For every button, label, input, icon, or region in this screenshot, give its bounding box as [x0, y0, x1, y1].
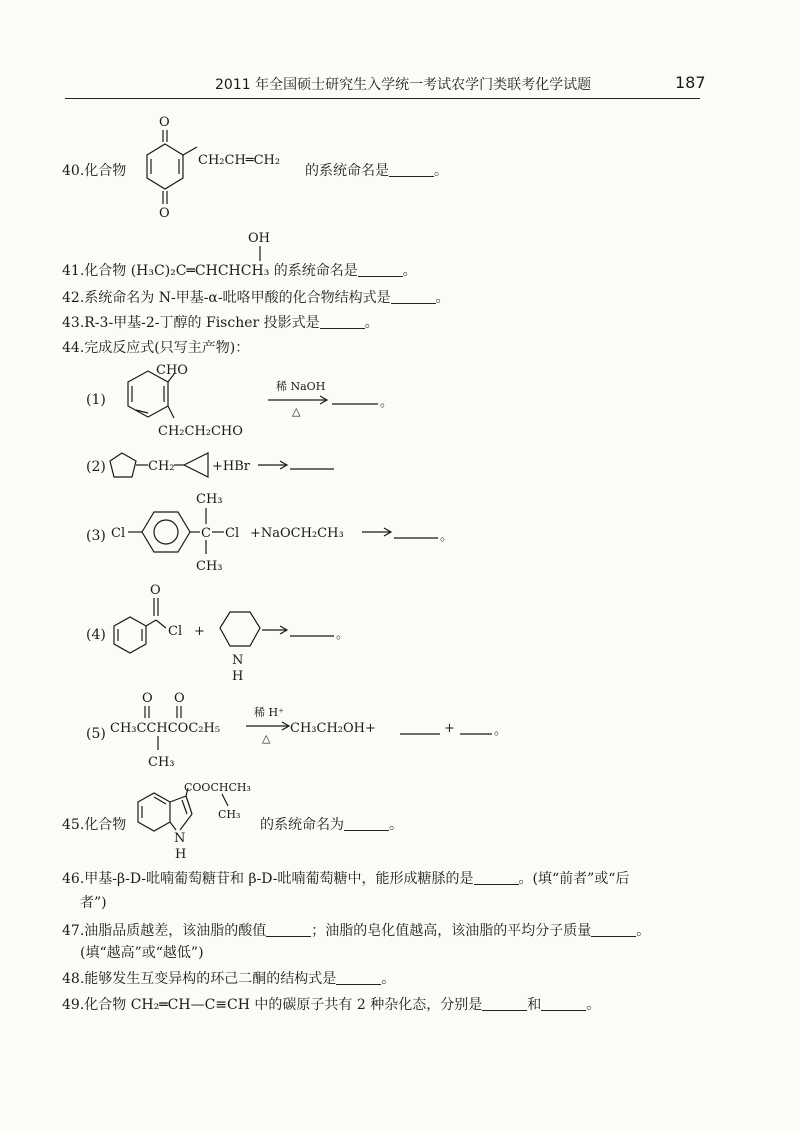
q44-r5-o1: O	[142, 691, 153, 706]
q44-r2-num: (2)	[86, 459, 106, 475]
q44-r3-num: (3)	[86, 528, 106, 544]
q44-r4-end: 。	[336, 627, 350, 642]
q44-r2-reaction	[108, 445, 358, 485]
question-47	[62, 924, 650, 938]
q44-r4-num: (4)	[86, 627, 106, 643]
q45-text-b: 的系统命名为	[260, 817, 344, 833]
q48-answer-blank[interactable]	[336, 972, 381, 985]
q41-oh: OH	[248, 231, 270, 246]
q44-r2-reagent: +HBr	[212, 459, 250, 474]
q45-text-a: 化合物	[84, 817, 127, 833]
q45-h: H	[175, 847, 187, 862]
q43-text: R-3-甲基-2-丁醇的 Fischer 投影式是	[84, 315, 320, 331]
q44-text: 完成反应式(只写主产物)：	[84, 340, 250, 356]
q46-answer-blank[interactable]	[474, 872, 519, 885]
q48-label: 48.	[62, 971, 85, 987]
q40-quinone-structure	[135, 112, 305, 222]
q45-end: 。	[389, 817, 403, 833]
q42-answer-blank[interactable]	[391, 291, 436, 304]
q41-end: 。	[402, 263, 417, 279]
q44-r5-o2: O	[174, 691, 185, 706]
q40-end: 。	[434, 163, 448, 179]
header-rule	[65, 98, 700, 99]
q44-label: 44.	[62, 340, 85, 356]
q44-r3-ch3-bottom: CH₃	[196, 559, 223, 574]
q44-r3-reagent: +NaOCH₂CH₃	[250, 526, 344, 541]
q40-suffix	[305, 164, 448, 178]
q43-label: 43.	[62, 315, 85, 331]
question-45	[62, 818, 126, 832]
q44-r1-end: 。	[380, 395, 394, 410]
q47-label: 47.	[62, 923, 85, 939]
q41-oh-group	[240, 228, 280, 266]
q40-sidechain: CH₂CH═CH₂	[198, 153, 281, 168]
q40-atom-o-bottom: O	[159, 206, 170, 221]
q49-blank-2[interactable]	[541, 998, 586, 1011]
q44-r3-reaction	[108, 488, 468, 578]
q44-r3-c: C	[201, 526, 211, 541]
q41-text-a: 化合物	[84, 263, 127, 279]
q44-r4-cl: Cl	[168, 624, 183, 639]
q44-r1-reaction	[108, 358, 508, 444]
question-44	[62, 341, 249, 355]
q47-end: 。	[636, 923, 651, 939]
q48-text: 能够发生互变异构的环己二酮的结构式是	[84, 971, 337, 987]
q44-r5-ch3: CH₃	[148, 755, 175, 770]
q44-r4-o: O	[150, 583, 161, 598]
q44-r1-num: (1)	[86, 392, 106, 408]
q46-line2: 者”)	[80, 895, 107, 911]
q42-label: 42.	[62, 290, 85, 306]
q45-label: 45.	[62, 817, 85, 833]
q44-r3-cl-left: Cl	[111, 526, 126, 541]
q44-r4-nh: N	[232, 653, 244, 668]
q49-end: 。	[586, 997, 601, 1013]
q44-r1-reagent: 稀 NaOH	[276, 380, 326, 393]
q46-line1: 甲基-β-D-吡喃葡萄糖苷和 β-D-吡喃葡萄糖中，能形成糖脎的是	[84, 871, 474, 887]
question-49	[62, 998, 600, 1012]
q44-r5-formula: CH₃CCHCOC₂H₅	[110, 721, 221, 736]
q44-r5-cond: △	[262, 732, 271, 745]
q44-r4-plus: +	[194, 624, 205, 639]
running-header: 2011 年全国硕士研究生入学统一考试农学门类联考化学试题	[215, 77, 592, 93]
q46-tail: 。(填“前者”或“后	[518, 871, 630, 887]
question-48	[62, 972, 395, 986]
q41-answer-blank[interactable]	[358, 264, 403, 277]
q44-r1-cho: CHO	[156, 363, 188, 378]
q42-text: 系统命名为 N-甲基-α-吡咯甲酸的化合物结构式是	[84, 290, 391, 306]
q45-nh: N	[174, 831, 186, 846]
question-41	[62, 264, 417, 278]
q46-label: 46.	[62, 871, 85, 887]
q47-line1b: ；油脂的皂化值越高，该油脂的平均分子质量	[311, 923, 592, 939]
q44-r4-reaction	[108, 580, 388, 686]
q42-end: 。	[435, 290, 450, 306]
q41-text-b: 的系统命名是	[273, 263, 358, 279]
q45-ester: COOCHCH₃	[184, 781, 251, 794]
question-42	[62, 291, 450, 305]
page-number: 187	[675, 73, 706, 92]
q44-r1-side: CH₂CH₂CHO	[158, 424, 243, 439]
q43-end: 。	[364, 315, 379, 331]
q45-answer-blank[interactable]	[344, 818, 389, 831]
q44-r1-cond: △	[292, 405, 301, 418]
q41-label: 41.	[62, 263, 85, 279]
q45-ch3: CH₃	[218, 808, 241, 821]
q45-suffix	[260, 818, 403, 832]
q47-line1a: 油脂品质越差，该油脂的酸值	[84, 923, 267, 939]
q49-and: 和	[527, 997, 542, 1013]
q43-answer-blank[interactable]	[320, 316, 365, 329]
q47-blank-1[interactable]	[266, 924, 311, 937]
q44-r5-plus: +	[444, 721, 455, 736]
q40-text-b: 的系统命名是	[305, 163, 389, 179]
q44-r5-reaction	[108, 690, 528, 776]
q44-r5-reagent: 稀 H⁺	[254, 706, 284, 719]
q47-line2: (填“越高”或“越低”)	[80, 945, 204, 961]
q44-r4-h: H	[232, 669, 244, 684]
q47-blank-2[interactable]	[591, 924, 636, 937]
q44-r5-end: 。	[494, 723, 508, 738]
q49-text-a: 化合物 CH₂═CH—C≡CH 中的碳原子共有 2 种杂化态，分别是	[84, 997, 483, 1013]
q40-atom-o-top: O	[159, 115, 170, 130]
q44-r5-num: (5)	[86, 726, 106, 742]
q40-answer-blank[interactable]	[389, 164, 434, 177]
q40-label: 40.	[62, 163, 85, 179]
q44-r5-product: CH₃CH₂OH+	[290, 721, 376, 736]
question-46	[62, 872, 629, 886]
q44-r3-end: 。	[440, 529, 454, 544]
q48-end: 。	[381, 971, 396, 987]
q44-r3-cl-right: Cl	[225, 526, 240, 541]
q49-label: 49.	[62, 997, 85, 1013]
q49-blank-1[interactable]	[482, 998, 527, 1011]
q44-r2-ch2: CH₂	[148, 459, 175, 474]
q45-indole-structure	[128, 780, 268, 864]
question-43	[62, 316, 379, 330]
q40-text-a: 化合物	[84, 163, 127, 179]
q41-formula: (H₃C)₂C═CHCHCH₃	[130, 263, 270, 279]
q44-r3-ch3-top: CH₃	[196, 492, 223, 507]
question-40	[62, 164, 126, 178]
